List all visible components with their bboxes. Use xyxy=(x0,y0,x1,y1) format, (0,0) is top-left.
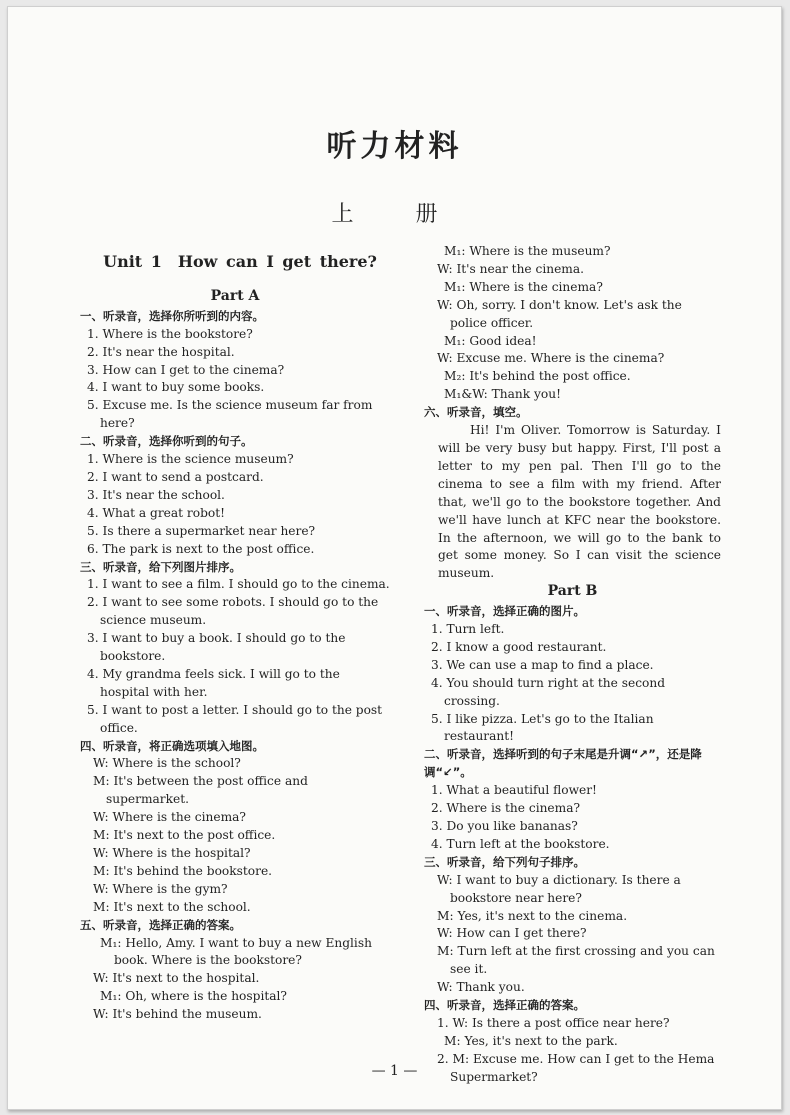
dialogue-line: W: It's next to the hospital. xyxy=(93,971,260,986)
dialogue-line: W: Where is the school? xyxy=(93,756,241,771)
section-heading: 一、听录音，选择正确的图片。 xyxy=(424,604,585,619)
list-item: 4. You should turn right at the second crossing. xyxy=(431,675,666,708)
list-item: 5. I like pizza. Let's go to the Italian restaurant! xyxy=(431,711,654,744)
dialogue-line: W: Where is the gym? xyxy=(93,881,228,896)
dialogue-line: W: Oh, sorry. I don't know. Let's ask the police officer. xyxy=(437,297,682,330)
list-item: 4. Turn left at the bookstore. xyxy=(431,836,610,851)
dialogue-line: M: Yes, it's next to the cinema. xyxy=(437,908,628,923)
dialogue-line: W: Where is the hospital? xyxy=(93,846,251,860)
passage xyxy=(424,422,721,583)
dialogue-line: M₁: Where is the cinema? xyxy=(444,279,603,294)
dialogue-line: M₂: It's behind the post office. xyxy=(444,369,631,384)
list-item: 2. It's near the hospital. xyxy=(87,344,235,359)
list-item: 1. I want to see a film. I should go to the cinema. xyxy=(87,577,390,592)
section-heading: 二、听录音，选择你听到的句子。 xyxy=(80,434,253,449)
list-item: 4. What a great robot! xyxy=(87,505,226,520)
dialogue-line: M₁: Hello, Amy. I want to buy a new English book. Where is the bookstore? xyxy=(100,935,372,968)
section-heading: 三、听录音，给下列图片排序。 xyxy=(80,559,241,574)
page-title: 听力材料 xyxy=(326,129,463,164)
list-item: 1. What a beautiful flower! xyxy=(431,783,597,798)
list-item: 4. I want to buy some books. xyxy=(87,380,265,395)
list-item: 2. Where is the cinema? xyxy=(431,801,581,816)
dialogue-line: W: Thank you. xyxy=(437,980,525,995)
list-item: 5. Is there a supermarket near here? xyxy=(87,523,316,538)
dialogue-line: M₁: Where is the museum? xyxy=(444,244,611,258)
dialogue-line: M: It's next to the post office. xyxy=(93,828,276,843)
dialogue-line: W: It's near the cinema. xyxy=(437,261,584,276)
dialogue-line: M: Turn left at the first crossing and you can see it. xyxy=(437,944,715,977)
list-item: 1. Turn left. xyxy=(431,622,505,637)
list-item: 3. How can I get to the cinema? xyxy=(87,362,285,377)
section-heading: 三、听录音，给下列句子排序。 xyxy=(424,854,585,869)
dialogue-line: M: It's between the post office and supermarket. xyxy=(93,774,308,807)
part-b-heading: Part B xyxy=(547,583,598,600)
list-item: 2. I know a good restaurant. xyxy=(431,639,607,654)
dialogue-line: M₁: Good idea! xyxy=(444,333,537,348)
list-item: 2. I want to send a postcard. xyxy=(87,469,264,484)
part-a-heading: Part A xyxy=(210,287,260,304)
dialogue-line: 1. W: Is there a post office near here? xyxy=(437,1015,670,1030)
list-item: 1. Where is the science museum? xyxy=(87,452,294,467)
list-item: 1. Where is the bookstore? xyxy=(87,326,253,341)
section-heading: 二、听录音，选择听到的句子末尾是升调“↗”，还是降调“↙”。 xyxy=(424,747,702,780)
page-number: — 1 — xyxy=(371,1063,418,1079)
list-item: 5. I want to post a letter. I should go to the post office. xyxy=(87,702,383,735)
dialogue-line: M: It's next to the school. xyxy=(93,899,251,914)
dialogue-line: W: It's behind the museum. xyxy=(93,1007,262,1022)
volume-heading: 上 册 xyxy=(331,202,458,227)
section-heading: 一、听录音，选择你所听到的内容。 xyxy=(80,308,264,323)
section-heading: 六、听录音，填空。 xyxy=(424,405,528,420)
passage-text: Hi! I'm Oliver. Tomorrow is Saturday. I will be very busy but happy. First, I'll post a letter to my pen pal. Then I'll go to the cinema to see a film with my friend. After that, we'll go to the bookstore together. And we'll have lunch at KFC near the bookstore. In the afternoon, we will go to the bank to get some money. So I can visit the science museum. xyxy=(438,423,721,581)
section-heading: 五、听录音，选择正确的答案。 xyxy=(80,917,241,932)
dialogue-line: W: How can I get there? xyxy=(437,926,587,941)
dialogue-line: M₁&W: Thank you! xyxy=(444,387,561,402)
section-heading: 四、听录音，选择正确的答案。 xyxy=(424,998,585,1013)
list-item: 3. It's near the school. xyxy=(87,487,225,502)
right-column xyxy=(424,243,721,1087)
unit-title: Unit 1 How can I get there? xyxy=(103,252,377,271)
section-heading: 四、听录音，将正确选项填入地图。 xyxy=(80,738,264,753)
dialogue-line: W: I want to buy a dictionary. Is there a bookstore near here? xyxy=(437,872,681,905)
dialogue-line: M₁: Oh, where is the hospital? xyxy=(100,989,287,1004)
left-column xyxy=(80,243,390,1024)
page xyxy=(7,6,782,1110)
list-item: 5. Excuse me. Is the science museum far from here? xyxy=(87,398,373,431)
dialogue-line: W: Excuse me. Where is the cinema? xyxy=(437,351,665,366)
list-item: 6. The park is next to the post office. xyxy=(87,541,315,556)
dialogue-line: M: It's behind the bookstore. xyxy=(93,863,273,878)
dialogue-line: W: Where is the cinema? xyxy=(93,810,246,825)
list-item: 3. I want to buy a book. I should go to the bookstore. xyxy=(87,631,346,664)
dialogue-line: 2. M: Excuse me. How can I get to the Hema Supermarket? xyxy=(437,1051,715,1084)
list-item: 3. We can use a map to find a place. xyxy=(431,657,654,672)
list-item: 2. I want to see some robots. I should go to the science museum. xyxy=(87,595,379,628)
list-item: 3. Do you like bananas? xyxy=(431,819,578,833)
list-item: 4. My grandma feels sick. I will go to the hospital with her. xyxy=(87,666,340,699)
dialogue-line: M: Yes, it's next to the park. xyxy=(444,1033,618,1048)
